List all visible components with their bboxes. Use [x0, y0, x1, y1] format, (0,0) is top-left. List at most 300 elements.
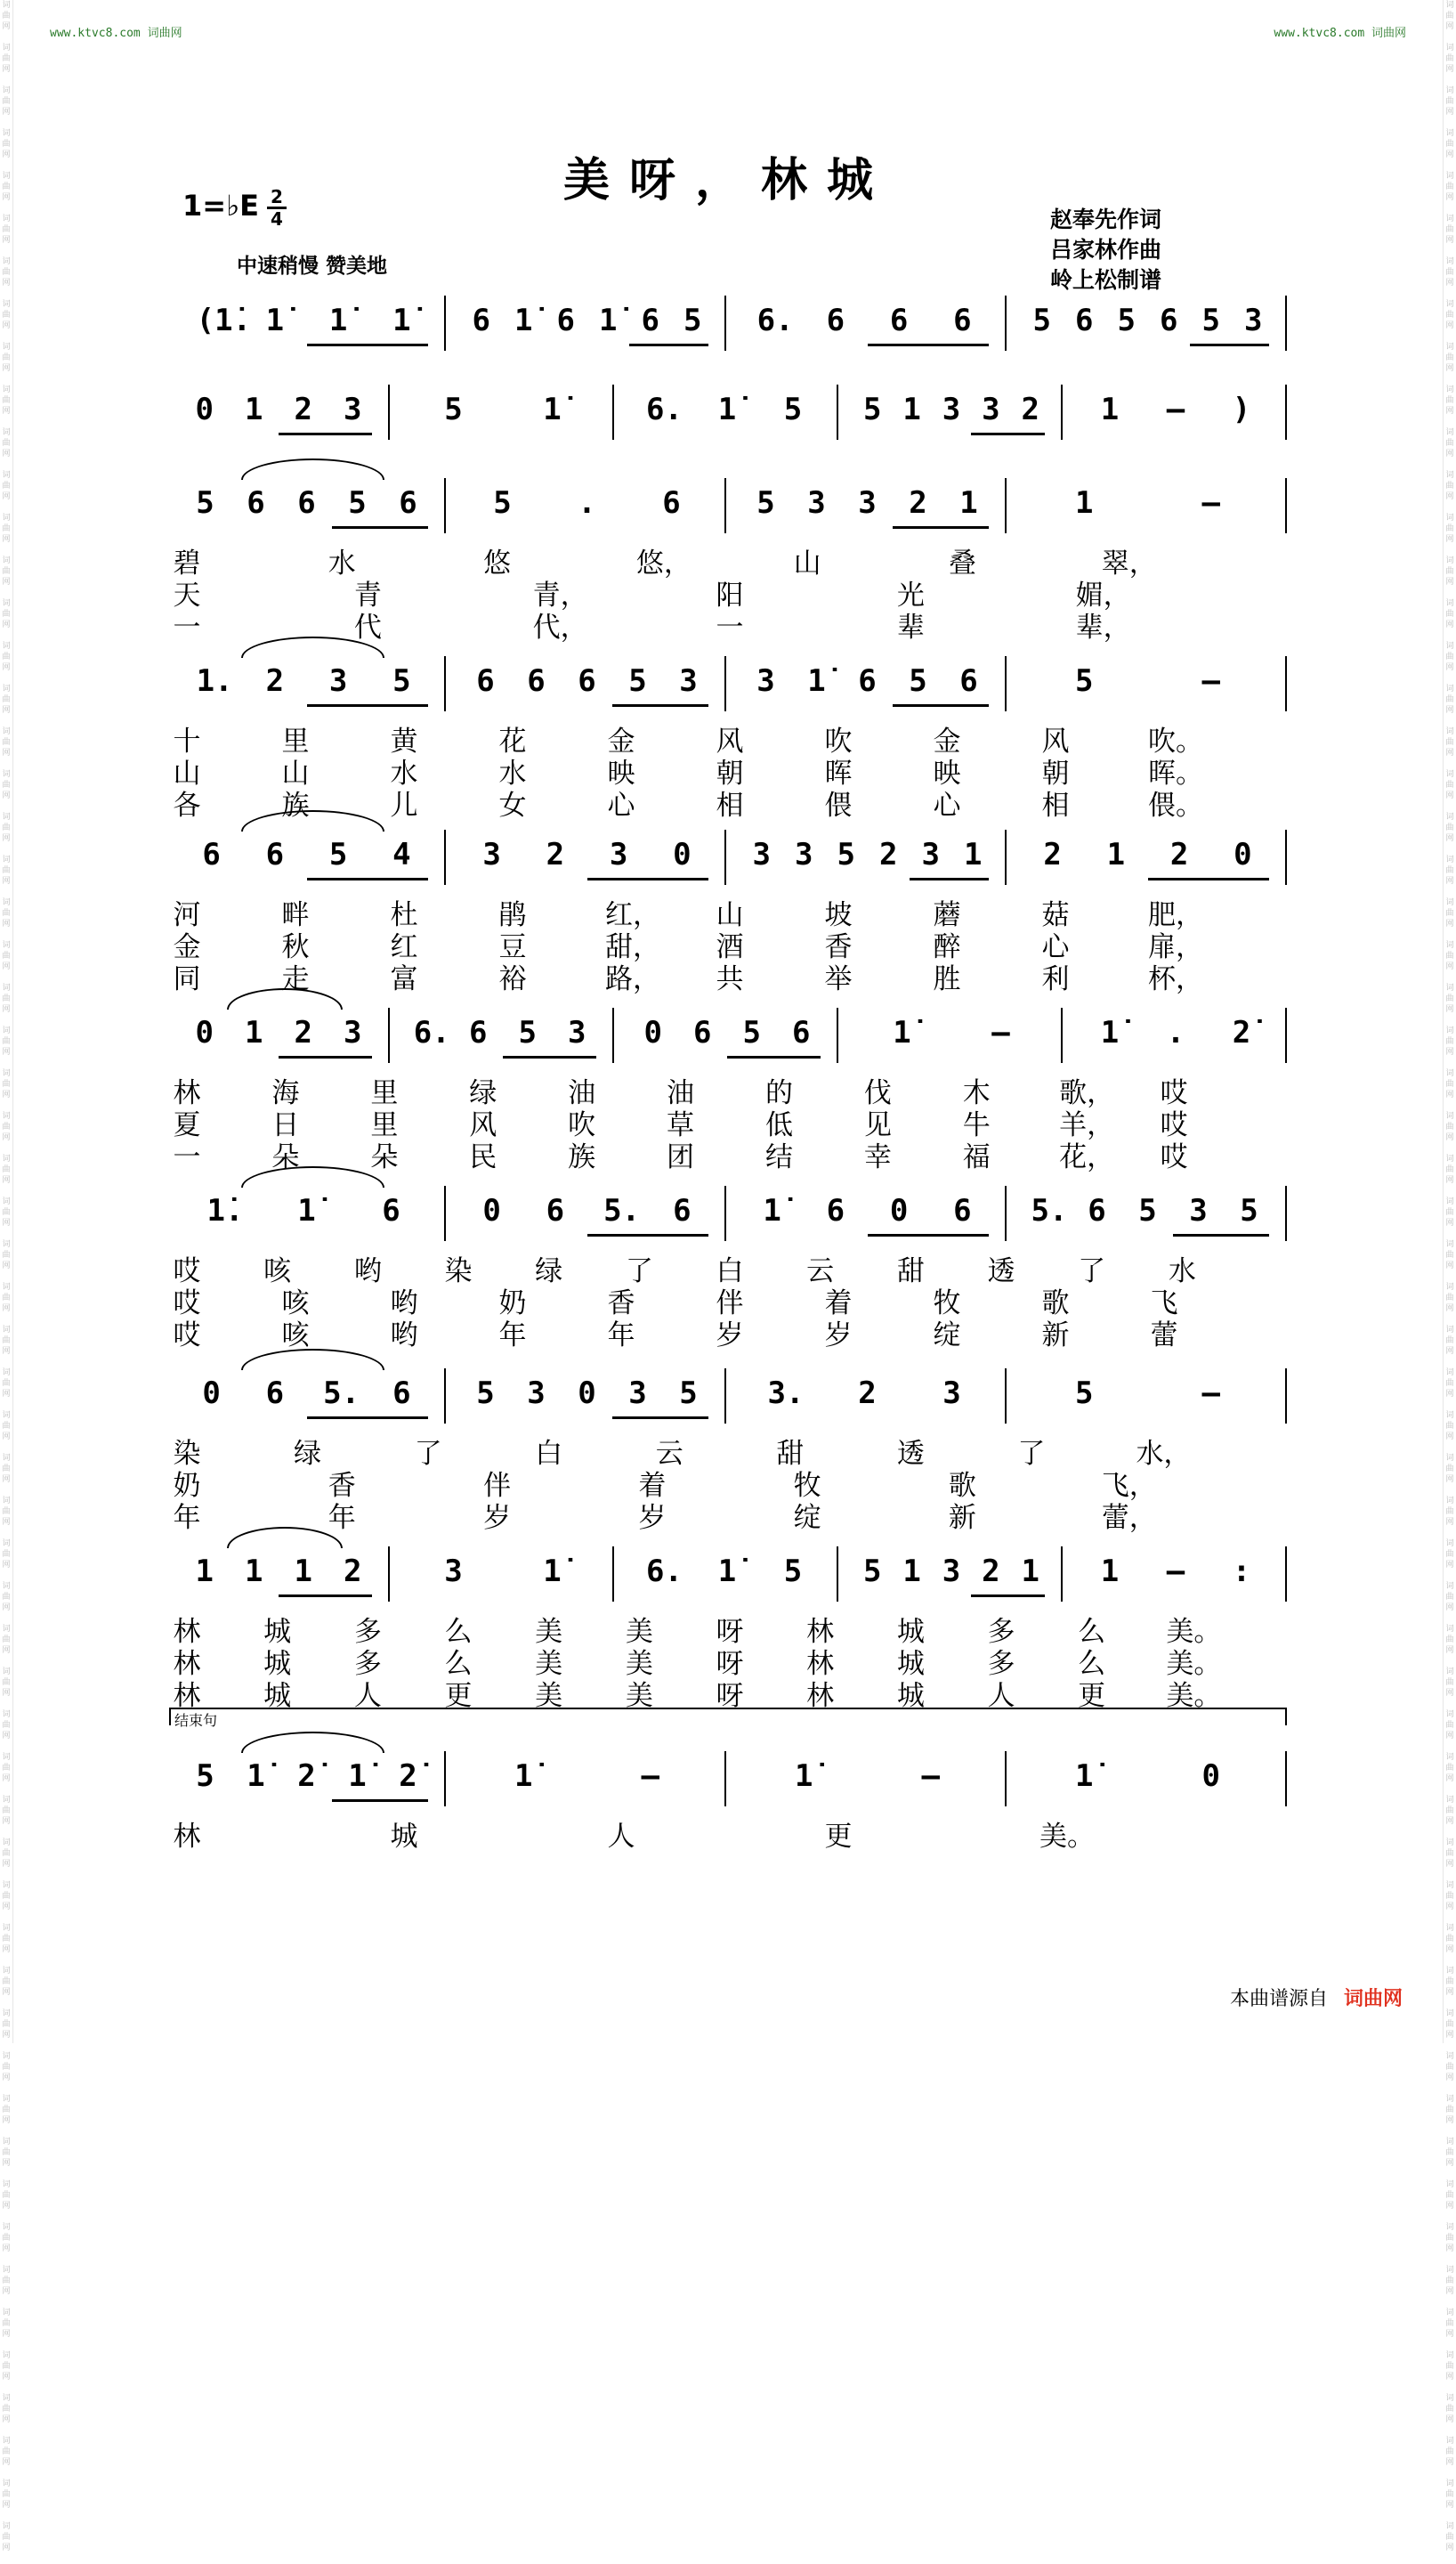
- lyric-syllable: 么: [1078, 1648, 1106, 1680]
- watermark-glyph: 词: [2, 984, 11, 993]
- bar-line: [1005, 1751, 1007, 1806]
- lyric-syllable: 偎: [824, 790, 853, 822]
- lyric-verse-2: [0, 751, 1456, 790]
- lyric-syllable: 花: [498, 726, 527, 758]
- lyric-verse-3: [0, 1673, 1456, 1712]
- watermark-glyph: 网: [1445, 791, 1454, 800]
- bar-line: [837, 385, 838, 440]
- note: 5: [679, 1375, 698, 1411]
- credits: [1050, 205, 1161, 296]
- time-signature-top: 2: [271, 186, 283, 207]
- watermark-glyph: 网: [1445, 279, 1454, 288]
- watermark-glyph: 曲: [2, 1593, 11, 1602]
- watermark-glyph: 词: [2, 1112, 11, 1121]
- watermark-glyph: 网: [1445, 321, 1454, 330]
- note: 5: [742, 1015, 761, 1051]
- watermark-glyph: 词: [2, 1838, 11, 1847]
- watermark-gap: [0, 1912, 12, 1923]
- note: 5: [783, 1554, 803, 1589]
- note: 6: [556, 303, 575, 338]
- beam-underline: [1148, 878, 1270, 880]
- watermark-glyph: 网: [1445, 1219, 1454, 1228]
- watermark-gap: [0, 2425, 12, 2436]
- note: 5: [684, 303, 702, 338]
- note: 1̇: [717, 1554, 737, 1589]
- watermark-glyph: 词: [1445, 1368, 1454, 1377]
- watermark-glyph: 词: [1445, 1710, 1454, 1719]
- watermark-glyph: 词: [1445, 898, 1454, 907]
- note: 1: [1100, 1554, 1120, 1589]
- watermark-glyph: 曲: [2, 12, 11, 20]
- bar-line: [837, 1546, 838, 1602]
- lyric-syllable: 哎: [1160, 1141, 1188, 1173]
- watermark-gap: [1444, 2126, 1456, 2137]
- watermark-glyph: 网: [1445, 364, 1454, 373]
- watermark-glyph: 曲: [1445, 396, 1454, 405]
- watermark-glyph: 词: [2, 1240, 11, 1249]
- note: 5: [348, 485, 367, 521]
- watermark-glyph: 网: [1445, 1048, 1454, 1057]
- lyric-syllable: 风: [469, 1109, 497, 1141]
- lyric-syllable: 绽: [933, 1319, 961, 1351]
- watermark-glyph: 网: [1445, 962, 1454, 971]
- beam-underline: [279, 1594, 372, 1597]
- note: 3: [795, 837, 813, 872]
- beam-underline: [727, 1056, 821, 1059]
- watermark-glyph: 词: [1445, 2052, 1454, 2061]
- watermark-glyph: 网: [2, 2330, 11, 2339]
- lyric-verse-2: [0, 572, 1456, 612]
- note: –: [991, 1015, 1010, 1051]
- watermark-gap: [1444, 2553, 1456, 2564]
- watermark-glyph: 词: [1445, 1197, 1454, 1206]
- note: –: [1166, 392, 1185, 427]
- watermark-glyph: 词: [1445, 856, 1454, 864]
- watermark-glyph: 曲: [2, 353, 11, 362]
- watermark-glyph: 曲: [2, 482, 11, 491]
- lyric-syllable: 咳: [263, 1255, 292, 1287]
- watermark-glyph: 网: [1445, 492, 1454, 501]
- watermark-gap: [0, 1357, 12, 1367]
- watermark-glyph: 曲: [2, 994, 11, 1003]
- note: 3: [752, 837, 771, 872]
- bar-line: [837, 1008, 838, 1063]
- note: 1̇: [807, 663, 826, 699]
- watermark-glyph: 词: [1445, 2180, 1454, 2189]
- watermark-glyph: 曲: [2, 183, 11, 191]
- footer-brand-link[interactable]: 词曲网: [1343, 1988, 1403, 2010]
- watermark-glyph: 网: [1445, 2244, 1454, 2253]
- lyric-syllable: 甜: [776, 1438, 805, 1470]
- lyric-syllable: 透: [987, 1255, 1015, 1287]
- watermark-glyph: 网: [1445, 749, 1454, 758]
- watermark-glyph: 网: [1445, 920, 1454, 929]
- note: 6: [858, 663, 877, 699]
- watermark-glyph: 词: [1445, 1240, 1454, 1249]
- note: 5: [1201, 303, 1220, 338]
- note: 5: [837, 837, 855, 872]
- note: 3: [609, 837, 628, 872]
- lyric-syllable: 城: [896, 1648, 925, 1680]
- lyric-syllable: 蘑: [933, 899, 961, 931]
- watermark-glyph: 词: [1445, 1026, 1454, 1035]
- lyric-syllable: 呀: [716, 1616, 744, 1648]
- watermark-glyph: 曲: [2, 866, 11, 875]
- watermark-glyph: 网: [2, 2159, 11, 2168]
- lyric-verse-2: [0, 1641, 1456, 1680]
- watermark-glyph: 词: [2, 257, 11, 266]
- measure: [1068, 392, 1292, 463]
- note: 1̇: [348, 1758, 367, 1794]
- lyric-syllable: 了: [1017, 1438, 1046, 1470]
- watermark-glyph: 词: [2, 514, 11, 523]
- tempo-marking: 中速稍慢 赞美地: [237, 255, 388, 278]
- watermark-glyph: 曲: [1445, 994, 1454, 1003]
- watermark-glyph: 曲: [1445, 1336, 1454, 1345]
- lyric-syllable: 美。: [1166, 1680, 1222, 1712]
- watermark-glyph: 曲: [1445, 2106, 1454, 2114]
- watermark-glyph: 词: [1445, 428, 1454, 437]
- watermark-glyph: 词: [2, 2180, 11, 2189]
- note: 1: [902, 392, 921, 427]
- note: 0: [195, 392, 214, 427]
- note: 2: [879, 837, 898, 872]
- lyric-syllable: 多: [987, 1648, 1015, 1680]
- note: 6: [546, 1193, 565, 1229]
- note: 2: [265, 663, 285, 699]
- slur: [227, 988, 343, 1010]
- watermark-gap: [1444, 2297, 1456, 2308]
- beam-underline: [307, 1416, 429, 1419]
- lyric-syllable: 木: [962, 1077, 991, 1109]
- watermark-glyph: 曲: [1445, 2234, 1454, 2243]
- lyric-syllable: 坡: [824, 899, 853, 931]
- lyric-syllable: 年: [173, 1502, 201, 1534]
- note: 5: [444, 392, 463, 427]
- lyric-syllable: 着: [638, 1470, 667, 1502]
- beam-underline: [587, 1234, 709, 1237]
- lyric-syllable: 人: [607, 1821, 635, 1853]
- watermark-glyph: 词: [2, 556, 11, 565]
- watermark-glyph: 网: [1445, 2458, 1454, 2467]
- lyric-syllable: 举: [824, 963, 853, 995]
- watermark-glyph: 曲: [1445, 54, 1454, 63]
- lyric-syllable: 更: [444, 1680, 473, 1712]
- watermark-glyph: 网: [2, 1689, 11, 1698]
- watermark-glyph: 词: [2, 1881, 11, 1890]
- lyric-syllable: 豆: [498, 931, 527, 963]
- lyric-syllable: 鹃: [498, 899, 527, 931]
- watermark-glyph: 网: [2, 962, 11, 971]
- lyric-syllable: 水: [498, 758, 527, 790]
- lyric-syllable: 么: [444, 1648, 473, 1680]
- note: 5: [196, 485, 214, 521]
- watermark-glyph: 网: [1445, 2287, 1454, 2296]
- lyric-syllable: 草: [667, 1109, 695, 1141]
- watermark-glyph: 网: [1445, 621, 1454, 629]
- watermark-glyph: 词: [1445, 1326, 1454, 1335]
- beam-underline: [279, 433, 372, 435]
- watermark-glyph: 曲: [2, 781, 11, 790]
- lyric-syllable: 岁: [638, 1502, 667, 1534]
- note: 5: [1075, 663, 1094, 699]
- watermark-glyph: 词: [1445, 984, 1454, 993]
- beam-underline: [971, 1594, 1045, 1597]
- lyric-syllable: 岁: [716, 1319, 744, 1351]
- note: 6: [826, 1193, 845, 1229]
- lyric-syllable: 牛: [962, 1109, 991, 1141]
- watermark-glyph: 网: [1445, 1603, 1454, 1612]
- lyric-syllable: 一: [173, 1141, 201, 1173]
- watermark-gap: [0, 2468, 12, 2479]
- note: 1.: [196, 663, 233, 699]
- footer-source: [1230, 1984, 1403, 2011]
- watermark-glyph: 曲: [1445, 1550, 1454, 1559]
- watermark-glyph: 曲: [2, 268, 11, 277]
- watermark-glyph: 网: [1445, 1005, 1454, 1014]
- note: :: [1232, 1554, 1251, 1589]
- watermark-gap: [0, 2297, 12, 2308]
- lyric-syllable: 伴: [716, 1287, 744, 1319]
- lyric-syllable: 悠: [483, 548, 512, 580]
- watermark-glyph: 网: [2, 1475, 11, 1484]
- lyric-syllable: 晖: [824, 758, 853, 790]
- note: 6: [1088, 1193, 1106, 1229]
- watermark-glyph: 网: [1445, 193, 1454, 202]
- watermark-glyph: 网: [2, 1945, 11, 1954]
- note: 4: [392, 837, 411, 872]
- watermark-glyph: 网: [2, 150, 11, 159]
- bar-line: [724, 296, 726, 351]
- lyric-syllable: 河: [173, 899, 201, 931]
- watermark-glyph: 词: [2, 1326, 11, 1335]
- watermark-gap: [0, 2553, 12, 2564]
- lyric-syllable: 水: [328, 548, 356, 580]
- watermark-glyph: 网: [1445, 663, 1454, 672]
- lyric-syllable: 的: [764, 1077, 793, 1109]
- watermark-glyph: 词: [1445, 86, 1454, 95]
- note: 3: [344, 1015, 362, 1051]
- watermark-glyph: 词: [1445, 1411, 1454, 1420]
- note: 1̇: [717, 392, 737, 427]
- watermark-glyph: 词: [2, 2266, 11, 2275]
- watermark-glyph: 网: [2, 2287, 11, 2296]
- lyric-syllable: 映: [933, 758, 961, 790]
- note: 3: [921, 837, 940, 872]
- bar-line: [724, 830, 726, 885]
- lyric-syllable: 牧: [933, 1287, 961, 1319]
- watermark-glyph: 网: [1445, 1561, 1454, 1570]
- watermark-glyph: 曲: [1445, 2020, 1454, 2029]
- note: 5.: [603, 1193, 641, 1229]
- note: 0: [889, 1193, 909, 1229]
- lyric-syllable: 林: [173, 1616, 201, 1648]
- lyric-syllable: 林: [806, 1616, 835, 1648]
- watermark-glyph: 网: [2, 1432, 11, 1441]
- lyric-syllable: 相: [1041, 790, 1070, 822]
- note: 1̇: [1100, 1015, 1120, 1051]
- watermark-glyph: 曲: [2, 1422, 11, 1431]
- watermark-glyph: 词: [1445, 514, 1454, 523]
- watermark-glyph: 曲: [2, 2020, 11, 2029]
- watermark-glyph: 词: [1445, 1454, 1454, 1463]
- watermark-glyph: 曲: [1445, 610, 1454, 619]
- beam-underline: [971, 433, 1045, 435]
- watermark-glyph: 词: [2, 1924, 11, 1933]
- watermark-glyph: 曲: [2, 2319, 11, 2328]
- watermark-gap: [0, 2126, 12, 2137]
- note: –: [1201, 1375, 1220, 1411]
- lyric-syllable: 飞，: [1101, 1470, 1157, 1502]
- watermark-glyph: 曲: [1445, 1080, 1454, 1089]
- watermark-glyph: 词: [2, 2052, 11, 2061]
- watermark-glyph: 网: [1445, 450, 1454, 458]
- lyric-syllable: 族: [281, 790, 310, 822]
- watermark-glyph: 网: [2, 1347, 11, 1356]
- lyric-syllable: 女: [498, 790, 527, 822]
- watermark-gap: [1444, 1741, 1456, 1752]
- note: 3: [482, 837, 501, 872]
- lyric-syllable: 多: [353, 1648, 382, 1680]
- measure: [732, 303, 1012, 374]
- bar-line: [444, 478, 446, 533]
- slur: [241, 1166, 385, 1188]
- note: 6: [265, 1375, 285, 1411]
- note: 6: [889, 303, 909, 338]
- watermark-glyph: 曲: [2, 2362, 11, 2371]
- lyric-syllable: 低: [764, 1109, 793, 1141]
- lyric-syllable: 心: [607, 790, 635, 822]
- watermark-glyph: 曲: [2, 2405, 11, 2414]
- watermark-glyph: 曲: [1445, 1208, 1454, 1217]
- note: 3: [982, 392, 1000, 427]
- watermark-glyph: 曲: [1445, 1977, 1454, 1986]
- watermark-glyph: 网: [2, 1262, 11, 1270]
- lyric-syllable: 歌: [1041, 1287, 1070, 1319]
- watermark-glyph: 词: [1445, 215, 1454, 223]
- lyric-syllable: 叠: [948, 548, 976, 580]
- watermark-glyph: 网: [2, 108, 11, 117]
- bar-line: [1061, 1008, 1063, 1063]
- watermark-glyph: 词: [1445, 1667, 1454, 1676]
- note: 6: [265, 837, 285, 872]
- watermark-glyph: 曲: [1445, 1251, 1454, 1260]
- watermark-glyph: 曲: [2, 824, 11, 832]
- watermark-glyph: 网: [1445, 2330, 1454, 2339]
- lyric-syllable: 油: [568, 1077, 596, 1109]
- lyric-syllable: 染: [173, 1438, 201, 1470]
- watermark-glyph: 网: [1445, 1390, 1454, 1399]
- beam-underline: [332, 1799, 428, 1802]
- watermark-glyph: 词: [1445, 2266, 1454, 2275]
- note: 6: [382, 1193, 400, 1229]
- lyric-syllable: 多: [987, 1616, 1015, 1648]
- lyric-syllable: 利: [1041, 963, 1070, 995]
- lyric-syllable: 民: [469, 1141, 497, 1173]
- lyric-syllable: 黄: [390, 726, 418, 758]
- lyric-syllable: 美: [625, 1616, 653, 1648]
- watermark-glyph: 曲: [2, 2191, 11, 2200]
- note: 5: [1138, 1193, 1157, 1229]
- lyric-syllable: 吹: [568, 1109, 596, 1141]
- watermark-glyph: 词: [2, 471, 11, 480]
- lyric-verse-3: [0, 1134, 1456, 1173]
- watermark-glyph: 曲: [1445, 2362, 1454, 2371]
- watermark-glyph: 曲: [1445, 1849, 1454, 1858]
- watermark-glyph: 词: [2, 86, 11, 95]
- beam-underline: [1173, 1234, 1269, 1237]
- note: 0: [673, 837, 692, 872]
- watermark-glyph: 网: [2, 1774, 11, 1783]
- note: 5: [493, 485, 512, 521]
- lyricist-credit: 赵奉先作词: [1050, 207, 1162, 232]
- note: 6: [959, 663, 978, 699]
- note: 1̇: [543, 392, 562, 427]
- watermark-glyph: 词: [1445, 2138, 1454, 2146]
- watermark-glyph: 网: [2, 1005, 11, 1014]
- watermark-glyph: 词: [2, 898, 11, 907]
- watermark-glyph: 曲: [2, 225, 11, 234]
- lyric-syllable: 里: [281, 726, 310, 758]
- watermark-glyph: 曲: [2, 54, 11, 63]
- lyric-syllable: 了: [1078, 1255, 1106, 1287]
- lyric-syllable: 美。: [1039, 1821, 1095, 1853]
- note: 1̇: [514, 303, 533, 338]
- lyric-syllable: 飞: [1150, 1287, 1178, 1319]
- lyric-syllable: 里: [370, 1109, 399, 1141]
- watermark-glyph: 词: [1445, 1753, 1454, 1762]
- bar-line: [1005, 1368, 1007, 1424]
- bar-line: [1285, 1008, 1287, 1063]
- bar-line: [1061, 1546, 1063, 1602]
- watermark-gap: [1444, 2211, 1456, 2222]
- watermark-glyph: 词: [2, 2479, 11, 2488]
- lyric-syllable: 风: [1041, 726, 1070, 758]
- watermark-glyph: 网: [2, 2373, 11, 2381]
- bar-line: [1005, 1186, 1007, 1241]
- watermark-glyph: 曲: [1445, 1507, 1454, 1516]
- lyric-verse-1: [0, 540, 1456, 580]
- watermark-glyph: 曲: [1445, 1593, 1454, 1602]
- watermark-glyph: 曲: [2, 1251, 11, 1260]
- lyric-syllable: 富: [390, 963, 418, 995]
- watermark-glyph: 词: [1445, 2522, 1454, 2531]
- note: 1̇: [893, 1015, 911, 1051]
- watermark-gap: [1444, 2041, 1456, 2051]
- watermark-glyph: 网: [1445, 2415, 1454, 2424]
- watermark-glyph: 词: [2, 941, 11, 950]
- lyric-syllable: 十: [173, 726, 201, 758]
- note: 0: [482, 1193, 501, 1229]
- watermark-glyph: 曲: [2, 2063, 11, 2072]
- note: 6: [953, 1193, 972, 1229]
- watermark-glyph: 曲: [2, 1721, 11, 1730]
- note: 2̇: [1232, 1015, 1251, 1051]
- watermark-glyph: 网: [2, 1176, 11, 1185]
- watermark-glyph: 网: [1445, 1475, 1454, 1484]
- lyric-syllable: 伴: [483, 1470, 512, 1502]
- lyric-syllable: 同: [173, 963, 201, 995]
- lyric-syllable: 染: [444, 1255, 473, 1287]
- note: 5: [1032, 303, 1051, 338]
- watermark-glyph: 曲: [2, 1294, 11, 1302]
- lyric-syllable: 歌: [948, 1470, 976, 1502]
- note: 3.: [767, 1375, 805, 1411]
- slur: [241, 1732, 385, 1753]
- watermark-glyph: 网: [2, 1817, 11, 1826]
- watermark-glyph: 曲: [2, 738, 11, 747]
- watermark-glyph: 曲: [1445, 781, 1454, 790]
